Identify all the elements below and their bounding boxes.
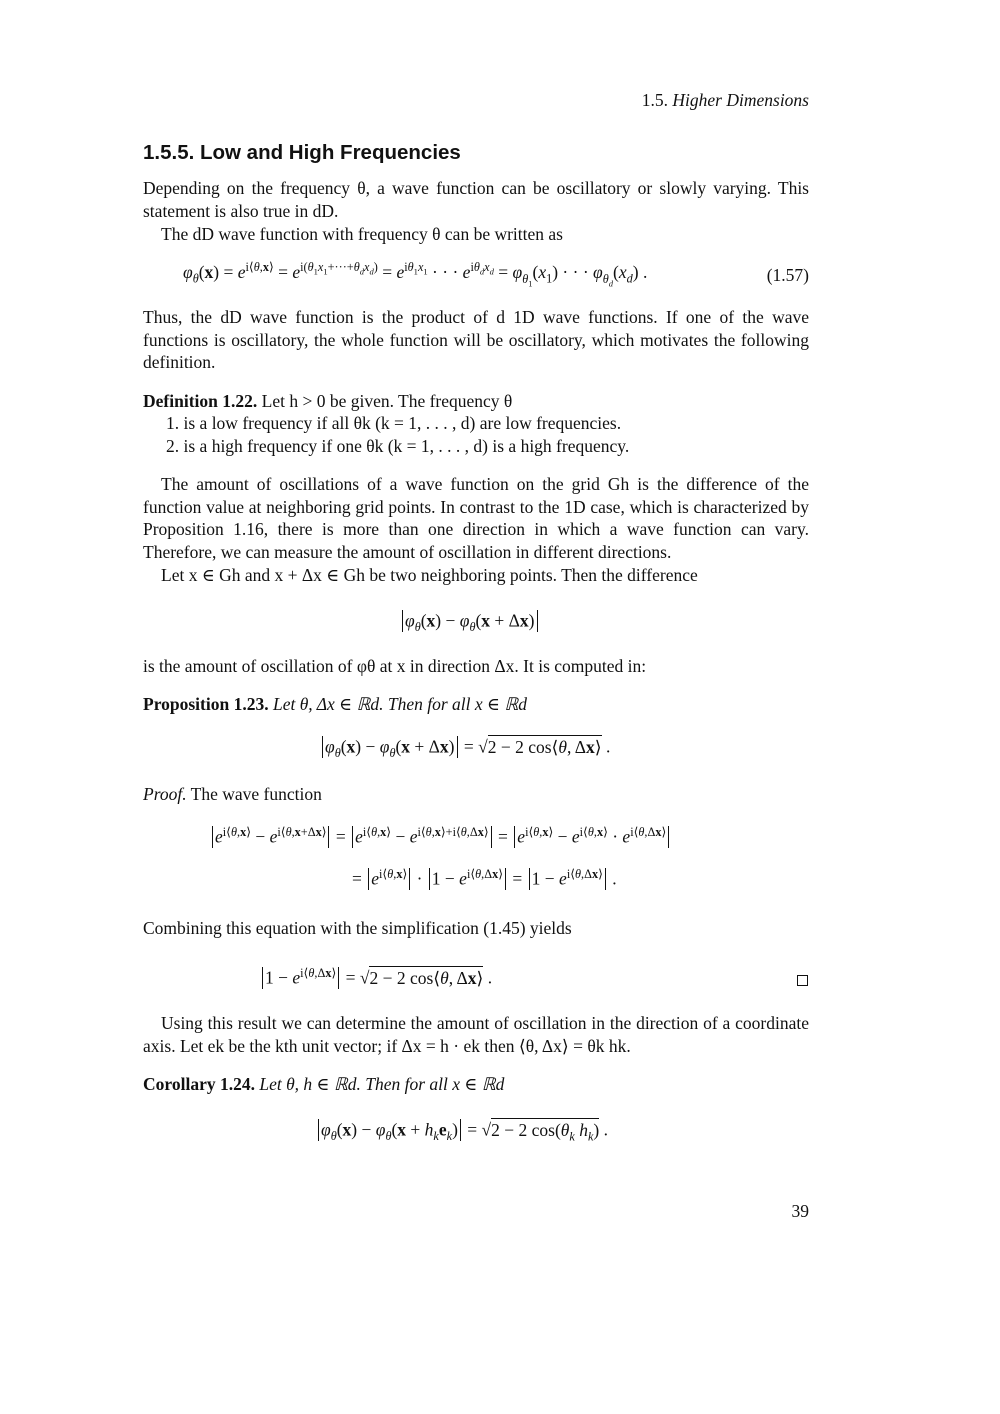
- paragraph-neighbors: [143, 564, 809, 587]
- paragraph-oscillation-text: The amount of oscillations of a wave function on the grid Gh is the difference of the function value at neighboring grid points. In contrast to the 1D case, which is characterized by Proposition 1.16, there is more than one direction in which a wave function can vary. Therefore, we can measure the amount of oscillation in different directions.: [143, 474, 809, 562]
- proposition-text: Let θ, Δx ∈ ℝd. Then for all x ∈ ℝd: [272, 694, 527, 714]
- definition-text: Let h > 0 be given. The frequency θ: [261, 391, 513, 411]
- equation-proposition: $\varphi_\theta(x) - \varphi_\theta(x + \Delta x) = √2 - 2$ cos⟨θ, Δx⟩ .: [320, 736, 610, 758]
- corollary-text: Let θ, h ∈ ℝd. Then for all x ∈ ℝd: [259, 1074, 505, 1094]
- paragraph-computed-text: is the amount of oscillation of φθ at x in direction Δx. It is computed in:: [143, 656, 647, 676]
- proof-text: The wave function: [190, 784, 322, 804]
- running-header: [642, 90, 809, 111]
- paragraph-combining-text: Combining this equation with the simplification (1.45) yields: [143, 918, 572, 938]
- proof-label: Proof.: [143, 784, 187, 804]
- paragraph-coordinate-axis: [143, 1012, 809, 1057]
- paragraph-wave-function-text: The dD wave function with frequency θ can be written as: [161, 224, 563, 244]
- corollary-label: Corollary 1.24.: [143, 1074, 255, 1094]
- proposition-1-23: [143, 693, 809, 716]
- corollary-1-24: [143, 1073, 809, 1096]
- equation-simplified: $1 - e^{i⟨\theta,\Delta x⟩} = √2 - 2$ cos⟨θ, Δx⟩ .: [260, 967, 492, 989]
- paragraph-oscillation: [143, 473, 809, 563]
- definition-label: Definition 1.22.: [143, 391, 258, 411]
- equation-proof-line-2: = $e^{i⟨\theta,x⟩} \cdot 1 - e^{i⟨\theta,\Delta x⟩} = 1 - e^{i⟨\theta,\Delta x⟩}$ .: [352, 866, 617, 889]
- definition-item-2: 2. is a high frequency if one θk (k = 1, . . . , d) is a high frequency.: [166, 436, 630, 456]
- page-number: 39: [791, 1201, 809, 1221]
- paragraph-wave-function: [143, 223, 809, 246]
- paragraph-product: [143, 306, 809, 374]
- equation-difference: $\varphi_\theta(x) - \varphi_\theta(x + \Delta x)$: [400, 610, 540, 632]
- paragraph-product-text: Thus, the dD wave function is the product of d 1D wave functions. If one of the wave functions is oscillatory, the whole function will be oscillatory, which motivates the following definition.: [143, 307, 809, 373]
- paragraph-intro-text: Depending on the frequency θ, a wave function can be oscillatory or slowly varying. This statement is also true in dD.: [143, 178, 809, 221]
- definition-1-22: [143, 390, 809, 413]
- running-header-number: 1.5.: [641, 90, 669, 110]
- proposition-label: Proposition 1.23.: [143, 694, 269, 714]
- equation-number-1-57: (1.57): [766, 265, 809, 285]
- paragraph-neighbors-text: Let x ∈ Gh and x + Δx ∈ Gh be two neighboring points. Then the difference: [161, 565, 698, 585]
- equation-1-57: $\varphi_\theta(x) = e^{i⟨\theta,x⟩} = e^{i(\theta_1x_1+\cdot\cdot\cdot+\theta_dx_d)} = e^{i\theta_1x_1}$ · · · $e^{i\theta_dx_d} = \varphi_{\theta_1}(x_1)$ · · · $\varphi_{\theta_d}(x_d)$ .: [183, 260, 648, 288]
- paragraph-computed: [143, 655, 809, 678]
- paragraph-combining: [143, 917, 809, 940]
- paragraph-coordinate-axis-text: Using this result we can determine the amount of oscillation in the direction of a coordinate axis. Let ek be the kth unit vector; if Δx = h · ek then ⟨θ, Δx⟩ = θk hk.: [143, 1013, 809, 1056]
- definition-item-1: 1. is a low frequency if all θk (k = 1, . . . , d) are low frequencies.: [166, 413, 622, 433]
- paragraph-intro: [143, 177, 809, 222]
- proof-start: [143, 783, 809, 806]
- equation-corollary: $\varphi_\theta(x) - \varphi_\theta(x + h_ke_k) = √2 - 2$ $\cos(\theta_k$ $h_k$) .: [316, 1119, 608, 1141]
- equation-proof-line-1: $e^{i⟨\theta,x⟩} - e^{i⟨\theta,x+\Delta x⟩} = e^{i⟨\theta,x⟩} - e^{i⟨\theta,x⟩+i⟨\theta,\Delta x⟩} = e^{i⟨\theta,x⟩} - e^{i⟨\theta,x⟩} \cdot e^{i⟨\theta,\Delta x⟩}$: [210, 826, 671, 848]
- qed-square-icon: [797, 975, 808, 986]
- section-heading: 1.5.5. Low and High Frequencies: [143, 141, 461, 164]
- running-header-title: Higher Dimensions: [672, 90, 809, 110]
